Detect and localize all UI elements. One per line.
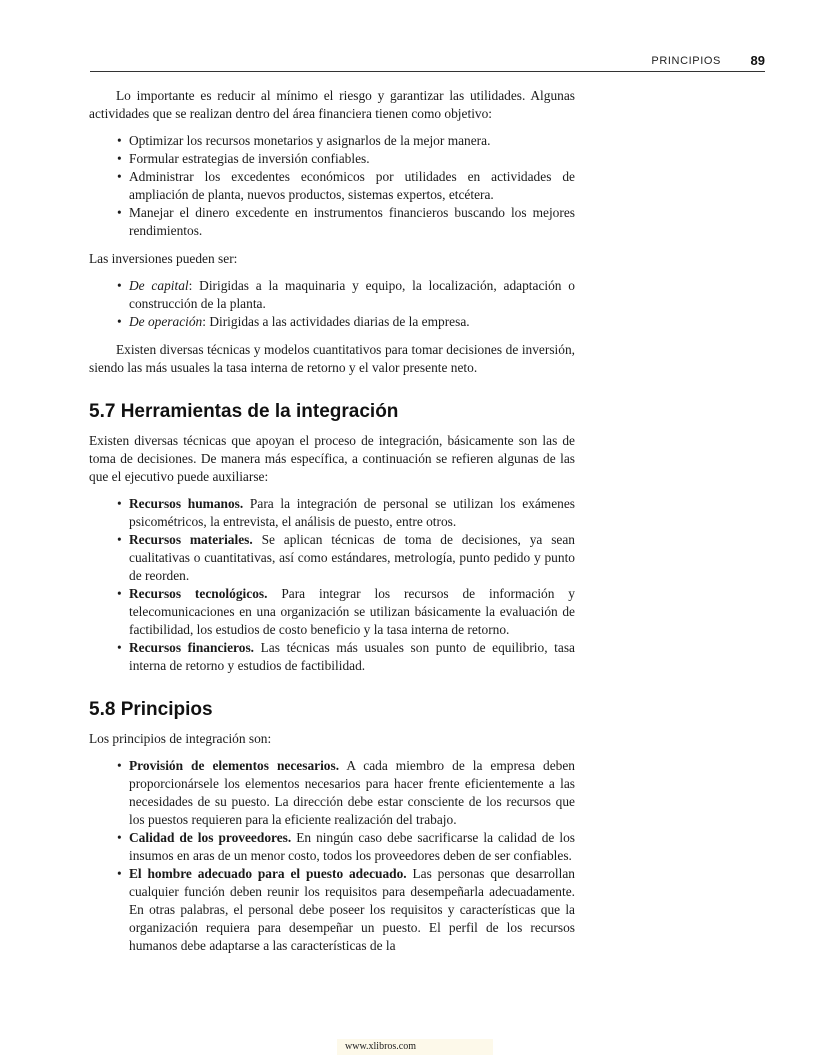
- item-text: A cada miembro de la empresa deben proporcionársele los elementos necesarios para hacer frente eficientemente a las necesidades de su puesto. La dirección debe estar consciente de los recursos que los puestos requieren para la eficiente realización del trabajo.: [129, 758, 575, 827]
- section-5-7-intro: Existen diversas técnicas que apoyan el proceso de integración, básicamente son las de toma de decisiones. De manera más específica, a continuación se refieren algunas de las que el ejecutivo puede auxiliarse:: [89, 433, 575, 484]
- list-item: [129, 531, 575, 585]
- item-term: Recursos tecnológicos.: [129, 586, 268, 601]
- item-term: Recursos materiales.: [129, 532, 253, 547]
- list-item: [129, 757, 575, 829]
- item-text: Se aplican técnicas de toma de decisiones, ya sean cualitativas o cuantitativas, así como estándares, metrología, punto pedido y punto de reorden.: [129, 532, 575, 583]
- list-item: [129, 277, 575, 313]
- item-term: Provisión de elementos necesarios.: [129, 758, 340, 773]
- item-text: : Dirigidas a la maquinaria y equipo, la localización, adaptación o construcción de la planta.: [129, 278, 576, 311]
- list-item: • Optimizar los recursos monetarios y asignarlos de la mejor manera.: [129, 132, 575, 150]
- item-term: El hombre adecuado para el puesto adecuado.: [129, 866, 407, 881]
- running-title: PRINCIPIOS: [651, 55, 721, 67]
- page-header: [90, 54, 765, 72]
- integration-tools-list: [89, 495, 575, 675]
- footer-url: www.xlibros.com: [337, 1039, 493, 1055]
- item-text: Para la integración de personal se utilizan los exámenes psicométricos, la entrevista, el análisis de puesto, entre otros.: [129, 496, 575, 529]
- investments-intro: Las inversiones pueden ser:: [89, 251, 238, 266]
- financial-activities-list: [89, 132, 575, 240]
- list-item: [129, 639, 575, 675]
- integration-principles-list: [89, 757, 575, 955]
- intro-paragraph: Lo importante es reducir al mínimo el riesgo y garantizar las utilidades. Algunas actividades que se realizan dentro del área financiera tienen como objetivo:: [89, 88, 575, 121]
- investment-types-list: [89, 277, 575, 331]
- investment-techniques-paragraph: Existen diversas técnicas y modelos cuantitativos para tomar decisiones de inversión, siendo las más usuales la tasa interna de retorno y el valor presente neto.: [89, 342, 575, 375]
- item-term: Recursos financieros.: [129, 640, 255, 655]
- list-item: • Manejar el dinero excedente en instrumentos financieros buscando los mejores rendimientos.: [129, 204, 575, 240]
- list-item: • Administrar los excedentes económicos por utilidades en actividades de ampliación de planta, nuevos productos, sistemas expertos, etcétera.: [129, 168, 575, 204]
- list-item: [129, 829, 575, 865]
- section-heading-5-8: 5.8 Principios: [89, 699, 213, 720]
- list-item: [129, 495, 575, 531]
- item-text: En ningún caso debe sacrificarse la calidad de los insumos en aras de un menor costo, todos los proveedores deben de ser confiables.: [129, 830, 575, 863]
- item-term: De capital: [129, 278, 189, 293]
- section-5-8-intro: Los principios de integración son:: [89, 731, 272, 746]
- item-text: : Dirigidas a las actividades diarias de la empresa.: [202, 314, 470, 329]
- item-term: Recursos humanos.: [129, 496, 244, 511]
- item-term: De operación: [129, 314, 203, 329]
- list-item: [129, 313, 575, 331]
- item-text: Las personas que desarrollan cualquier función deben reunir los requisitos para desempeñarla adecuadamente. En otras palabras, el personal debe poseer los requisitos y características que la organización requiera para desempeñar un puesto. El perfil de los recursos humanos debe adaptarse a las características de la: [129, 866, 575, 953]
- page-body: [89, 87, 575, 965]
- page-number: 89: [750, 53, 765, 68]
- list-item: • Formular estrategias de inversión confiables.: [129, 150, 575, 168]
- list-item: [129, 585, 575, 639]
- item-text: Para integrar los recursos de información y telecomunicaciones en una organización se utilizan básicamente la evaluación de factibilidad, los estudios de costo beneficio y la tasa interna de retorno.: [129, 586, 575, 637]
- section-heading-5-7: 5.7 Herramientas de la integración: [89, 401, 399, 422]
- item-text: Las técnicas más usuales son punto de equilibrio, tasa interna de retorno y estudios de factibilidad.: [129, 640, 575, 673]
- item-term: Calidad de los proveedores.: [129, 830, 292, 845]
- list-item: [129, 865, 575, 955]
